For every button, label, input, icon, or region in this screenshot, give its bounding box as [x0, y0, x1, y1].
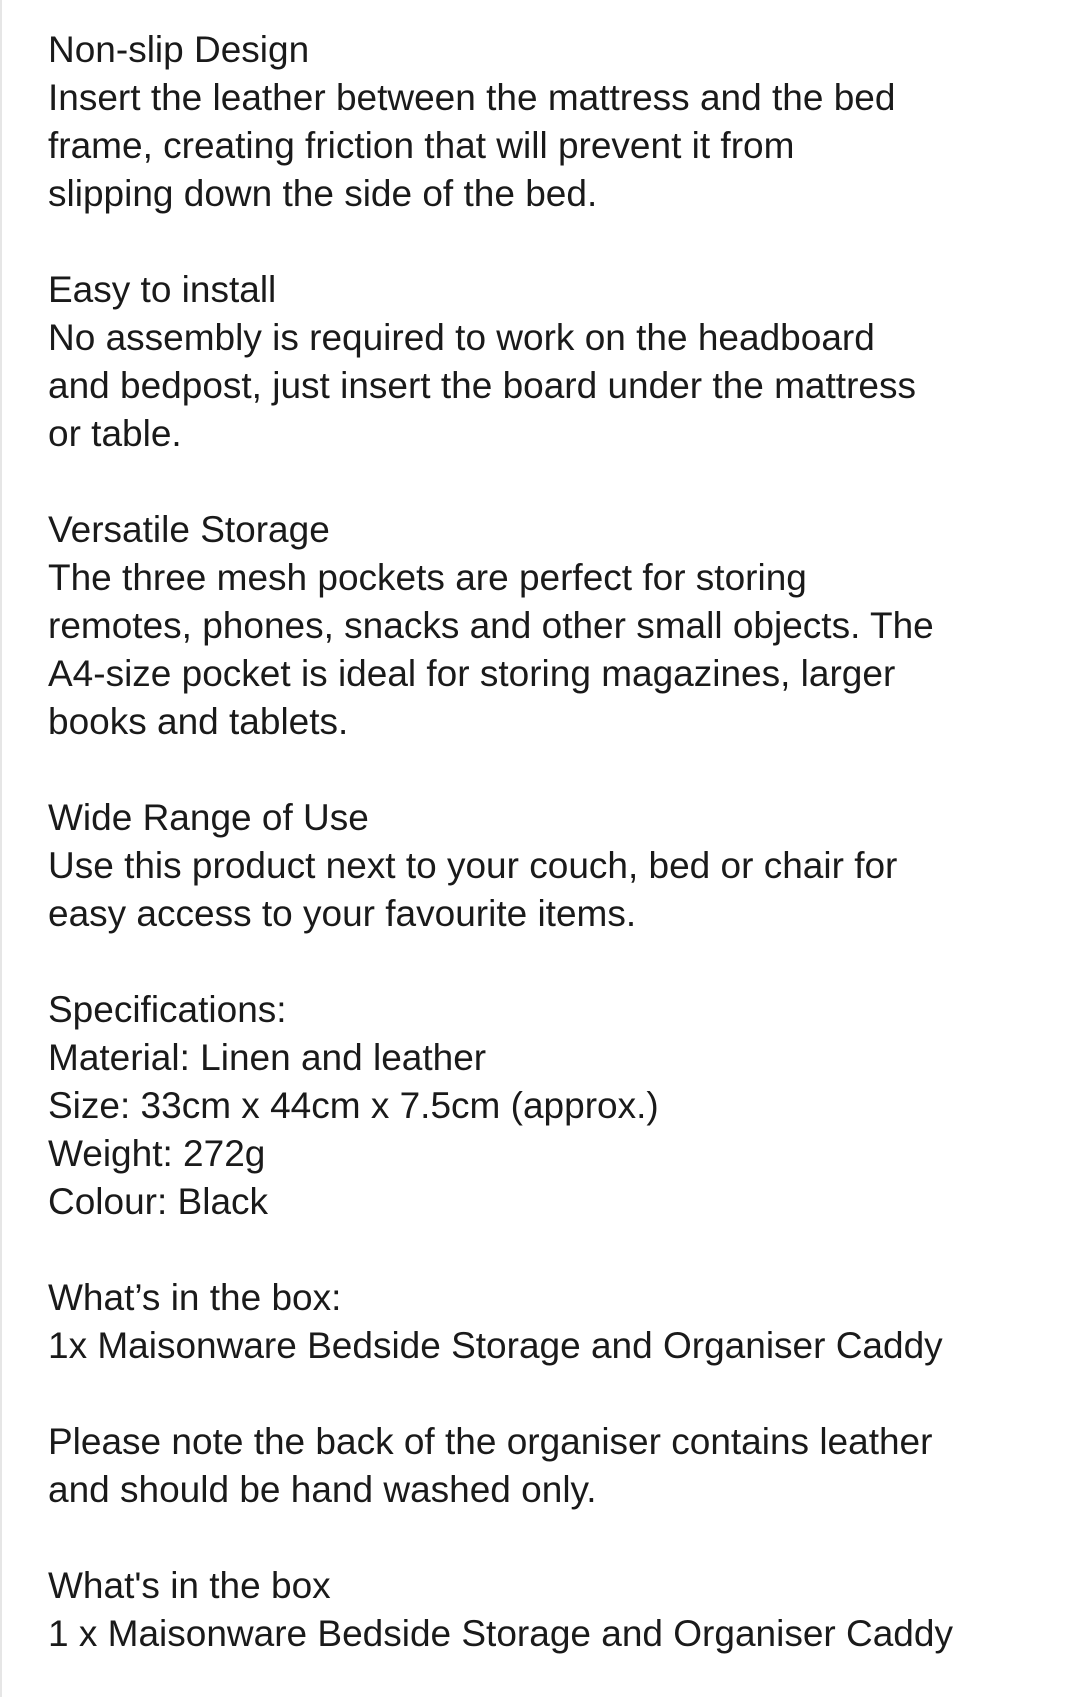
section-heading: Versatile Storage: [48, 509, 330, 550]
section-heading: Non-slip Design: [48, 29, 310, 70]
section-heading: What’s in the box:: [48, 1277, 342, 1318]
section-wide-range-of-use: [48, 794, 1058, 938]
product-description: [48, 26, 1058, 1658]
section-text-line: Please note the back of the organiser contains leather: [48, 1421, 933, 1462]
section-easy-to-install: [48, 266, 1058, 458]
section-whats-in-the-box: [48, 1274, 1058, 1370]
section-heading: Wide Range of Use: [48, 797, 369, 838]
section-text-line: The three mesh pockets are perfect for storing: [48, 557, 807, 598]
left-edge-divider: [0, 0, 2, 1697]
spec-material: Material: Linen and leather: [48, 1037, 487, 1078]
section-text-line: and should be hand washed only.: [48, 1469, 597, 1510]
box-item: 1x Maisonware Bedside Storage and Organiser Caddy: [48, 1325, 943, 1366]
section-non-slip-design: [48, 26, 1058, 218]
section-care-note: [48, 1418, 1058, 1514]
spec-weight: Weight: 272g: [48, 1133, 266, 1174]
section-text-line: No assembly is required to work on the headboard: [48, 317, 875, 358]
section-text-line: Use this product next to your couch, bed or chair for: [48, 845, 898, 886]
section-text-line: and bedpost, just insert the board under the mattress: [48, 365, 916, 406]
section-text-line: remotes, phones, snacks and other small objects. The: [48, 605, 934, 646]
section-text-line: A4-size pocket is ideal for storing magazines, larger: [48, 653, 896, 694]
section-text-line: easy access to your favourite items.: [48, 893, 637, 934]
spec-size: Size: 33cm x 44cm x 7.5cm (approx.): [48, 1085, 659, 1126]
section-specifications: [48, 986, 1058, 1226]
section-text-line: frame, creating friction that will prevent it from: [48, 125, 795, 166]
section-heading: Easy to install: [48, 269, 277, 310]
section-versatile-storage: [48, 506, 1058, 746]
section-text-line: Insert the leather between the mattress and the bed: [48, 77, 896, 118]
section-heading: Specifications:: [48, 989, 287, 1030]
section-text-line: books and tablets.: [48, 701, 349, 742]
spec-colour: Colour: Black: [48, 1181, 269, 1222]
section-whats-in-the-box-repeat: [48, 1562, 1058, 1658]
box-item: 1 x Maisonware Bedside Storage and Organiser Caddy: [48, 1613, 953, 1654]
section-text-line: or table.: [48, 413, 182, 454]
section-text-line: slipping down the side of the bed.: [48, 173, 598, 214]
section-heading: What's in the box: [48, 1565, 331, 1606]
